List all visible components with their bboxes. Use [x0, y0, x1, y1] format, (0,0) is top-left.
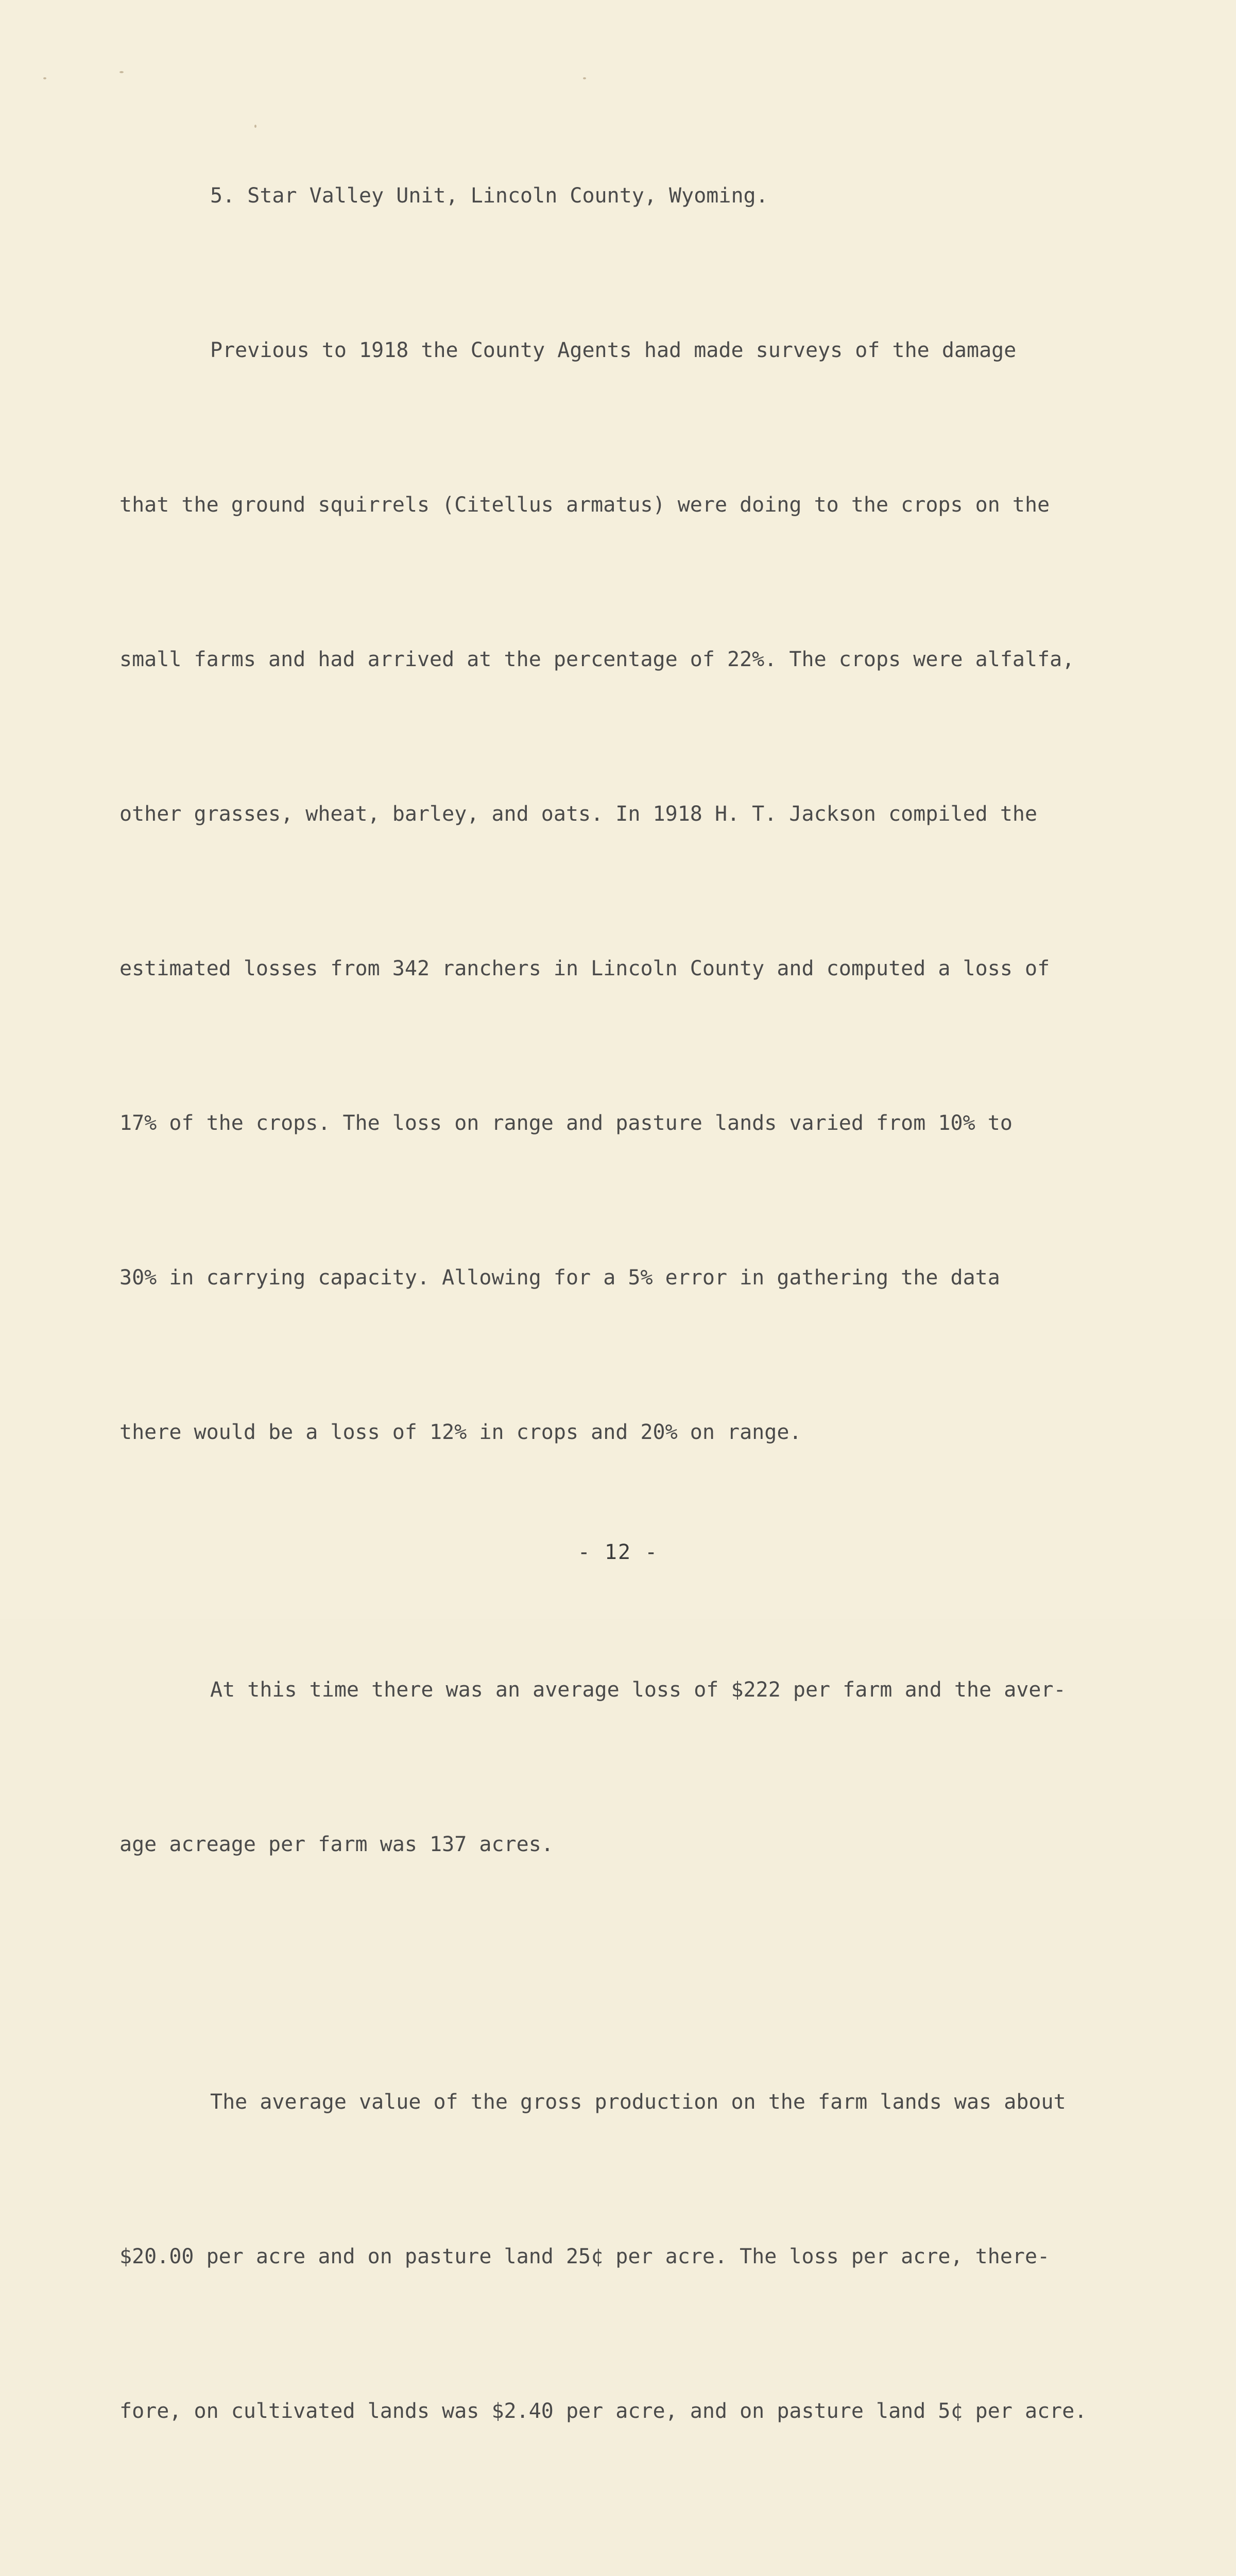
text-line: that the ground squirrels (Citellus armatus) were doing to the crops on the: [119, 493, 1050, 517]
text-line: Previous to 1918 the County Agents had made surveys of the damage: [210, 338, 1017, 362]
section-heading: 5. Star Valley Unit, Lincoln County, Wyoming.: [210, 184, 768, 208]
paper-speck: [119, 71, 124, 73]
paper-speck: [254, 125, 256, 128]
text-line: The average value of the gross production on the farm lands was about: [210, 2090, 1066, 2114]
paper-speck: [583, 77, 586, 79]
text-line: $20.00 per acre and on pasture land 25¢ per acre. The loss per acre, there-: [119, 2245, 1050, 2268]
text-line: fore, on cultivated lands was $2.40 per acre, and on pasture land 5¢ per acre.: [119, 2399, 1087, 2423]
text-line: there would be a loss of 12% in crops and 20% on range.: [119, 1420, 802, 1444]
text-line: 17% of the crops. The loss on range and pasture lands varied from 10% to: [119, 1111, 1012, 1135]
paragraph-2: [119, 1561, 1149, 1973]
text-line: estimated losses from 342 ranchers in Lincoln County and computed a loss of: [119, 957, 1050, 980]
page-number: - 12 -: [577, 1540, 659, 1564]
paper-speck: [43, 77, 46, 79]
text-line: 30% in carrying capacity. Allowing for a 5% error in gathering the data: [119, 1266, 1000, 1290]
document-body: [119, 170, 1149, 2576]
paragraph-3: [119, 1973, 1149, 2540]
text-line: At this time there was an average loss of $222 per farm and the aver-: [210, 1678, 1066, 1702]
paragraph-4: [119, 2540, 1149, 2576]
text-line: age acreage per farm was 137 acres.: [119, 1833, 554, 1856]
text-line: other grasses, wheat, barley, and oats. In 1918 H. T. Jackson compiled the: [119, 802, 1038, 826]
text-line: small farms and had arrived at the percentage of 22%. The crops were alfalfa,: [119, 648, 1075, 671]
paragraph-1: [119, 222, 1149, 1561]
